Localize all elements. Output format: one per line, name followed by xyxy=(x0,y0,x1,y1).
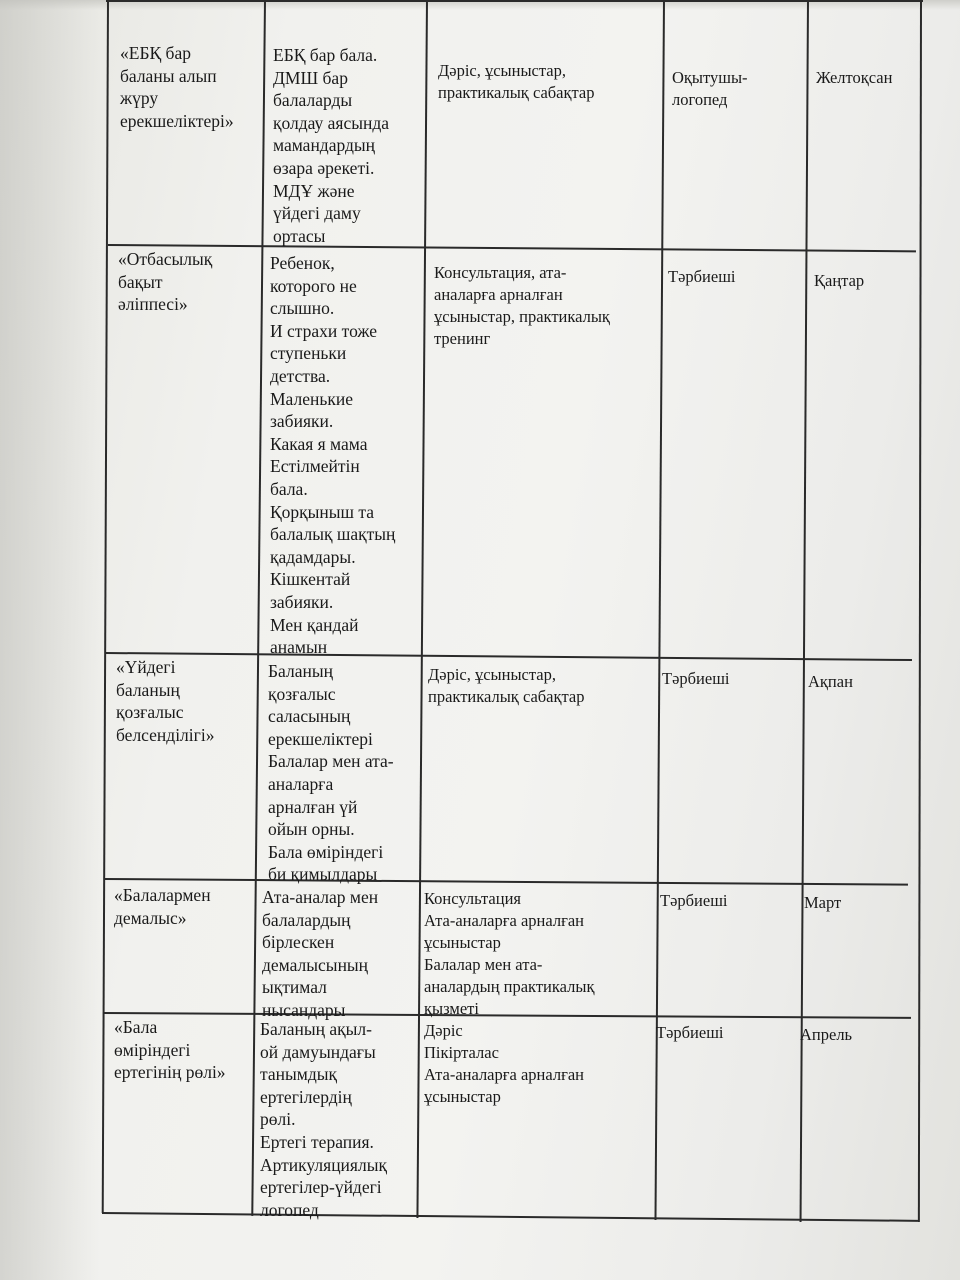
cell-responsible-5: Тәрбиеші xyxy=(656,1023,724,1042)
table-line-v5 xyxy=(918,0,922,1222)
cell-month-2: Қаңтар xyxy=(814,271,865,290)
cell-content-1: ЕБҚ бар бала. ДМШ бар балаларды қолдау аясында мамандардың өзара әрекеті. МДҰ және үйдегі даму ортасы xyxy=(273,45,390,246)
cell-form-5: Дәріс Пікірталас Ата-аналарға арналған ұсыныстар xyxy=(424,1021,584,1106)
cell-content-3: Баланың қозғалыс саласының ерекшеліктері Балалар мен ата- аналарға арналған үй ойын орны. Бала өміріндегі би қимылдары xyxy=(268,661,394,885)
cell-form-1: Дәріс, ұсыныстар, практикалық сабақтар xyxy=(438,61,595,102)
cell-topic-5: «Бала өміріндегі ертегінің рөлі» xyxy=(114,1017,226,1083)
cell-topic-3: «Үйдегі баланың қозғалыс белсенділігі» xyxy=(116,657,215,745)
cell-month-3: Ақпан xyxy=(808,672,853,691)
page-shadow-left xyxy=(0,0,100,1280)
cell-month-4: Март xyxy=(804,893,842,912)
cell-form-4: Консультация Ата-аналарға арналған ұсыныстар Балалар мен ата- аналардың практикалық қызметі xyxy=(424,889,595,1018)
cell-content-4: Ата-аналар мен балалардың бірлескен демалысының ықтимал нысандары xyxy=(262,887,379,1020)
cell-content-2: Ребенок, которого не слышно. И страхи тоже ступеньки детства. Маленькие забияки. Какая я мама Естілмейтін бала. Қорқыныш та балалық шақтың қадамдары. Кішкентай забияки. Мен қандай анамын xyxy=(270,253,396,658)
cell-responsible-4: Тәрбиеші xyxy=(660,891,728,910)
cell-month-1: Желтоқсан xyxy=(816,68,893,87)
cell-form-3: Дәріс, ұсыныстар, практикалық сабақтар xyxy=(428,665,585,706)
table-line-v0 xyxy=(102,0,109,1213)
table-line-h0 xyxy=(106,0,923,2)
cell-topic-1: «ЕБҚ бар баланы алып жүру ерекшеліктері» xyxy=(120,43,234,131)
cell-responsible-1: Оқытушы- логопед xyxy=(672,68,748,109)
table-line-h5 xyxy=(102,1212,918,1222)
cell-form-2: Консультация, ата- аналарға арналған ұсыныстар, практикалық тренинг xyxy=(434,263,610,348)
cell-topic-2: «Отбасылық бақыт әліппесі» xyxy=(118,249,213,315)
cell-responsible-2: Тәрбиеші xyxy=(668,267,736,286)
cell-month-5: Апрель xyxy=(800,1025,853,1044)
cell-content-5: Баланың ақыл- ой дамуындағы танымдық ертегілердің рөлі. Ертегі терапия. Артикуляциялық ертегілер-үйдегі логопед xyxy=(260,1019,387,1220)
cell-topic-4: «Балалармен демалыс» xyxy=(114,885,211,928)
cell-responsible-3: Тәрбиеші xyxy=(662,669,730,688)
